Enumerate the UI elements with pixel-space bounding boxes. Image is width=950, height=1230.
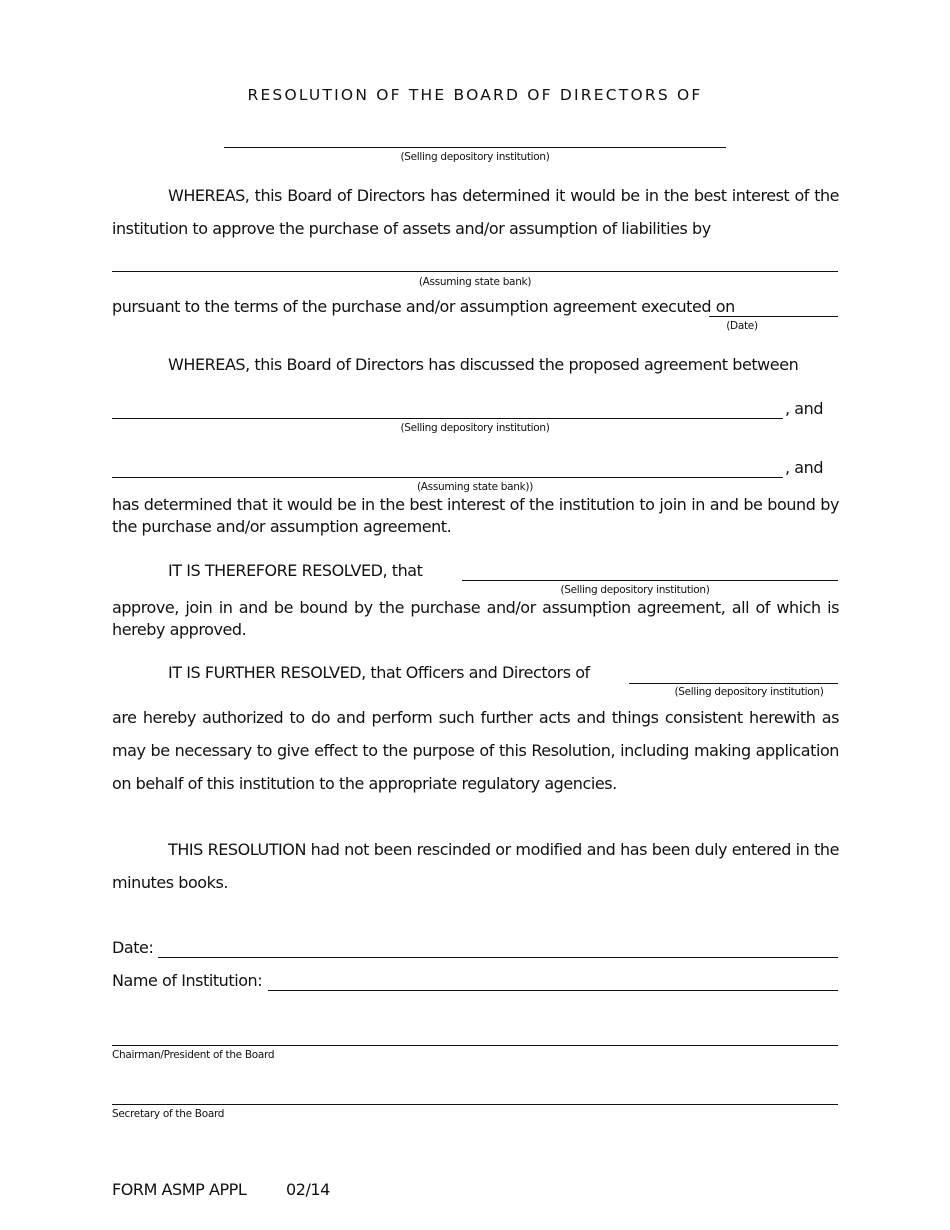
p3-line1: IT IS THEREFORE RESOLVED, that	[168, 561, 423, 580]
agreement-date-line[interactable]	[709, 316, 838, 317]
form-id: FORM ASMP APPL	[112, 1180, 247, 1199]
assuming-bank-line-2[interactable]	[112, 477, 783, 478]
secretary-signature-line[interactable]	[112, 1104, 838, 1105]
chairman-signature-line[interactable]	[112, 1045, 838, 1046]
page-title: RESOLUTION OF THE BOARD OF DIRECTORS OF	[247, 86, 703, 104]
assuming-bank-line[interactable]	[112, 271, 838, 272]
date-field-line[interactable]	[158, 957, 838, 958]
assuming-bank-caption-2: (Assuming state bank))	[416, 481, 534, 493]
selling-institution-line[interactable]	[224, 147, 726, 148]
institution-name-label: Name of Institution:	[112, 971, 263, 990]
p2-line1: WHEREAS, this Board of Directors has discussed the proposed agreement between	[168, 355, 799, 374]
selling-institution-caption-4: (Selling depository institution)	[674, 686, 824, 698]
date-label: Date:	[112, 938, 154, 957]
selling-institution-caption-2: (Selling depository institution)	[400, 422, 550, 434]
p3-body: approve, join in and be bound by the purchase and/or assumption agreement, all of which is hereby approved.	[112, 598, 839, 639]
selling-institution-line-4[interactable]	[629, 683, 838, 684]
p1-line1: WHEREAS, this Board of Directors has determined it would be in the best interest of the	[168, 186, 839, 205]
agreement-date-caption: (Date)	[726, 320, 758, 332]
p4-line1: IT IS FURTHER RESOLVED, that Officers and Directors of	[168, 663, 590, 682]
selling-institution-caption-3: (Selling depository institution)	[560, 584, 710, 596]
secretary-caption: Secretary of the Board	[112, 1108, 225, 1120]
selling-institution-line-2[interactable]	[112, 418, 783, 419]
institution-name-line[interactable]	[268, 990, 838, 991]
p5-body: THIS RESOLUTION had not been rescinded or modified and has been duly entered in the minutes books.	[112, 840, 839, 892]
selling-institution-line-3[interactable]	[462, 580, 838, 581]
chairman-caption: Chairman/President of the Board	[112, 1049, 275, 1061]
p1-line2: institution to approve the purchase of assets and/or assumption of liabilities by	[112, 219, 711, 238]
selling-institution-caption: (Selling depository institution)	[400, 151, 550, 163]
p2-body: has determined that it would be in the best interest of the institution to join in and be bound by the purchase and/or assumption agreement.	[112, 495, 839, 536]
assuming-bank-caption: (Assuming state bank)	[418, 276, 532, 288]
p4-body: are hereby authorized to do and perform such further acts and things consistent herewith as may be necessary to give effect to the purpose of this Resolution, including making application on behalf of this institution to the appropriate regulatory agencies.	[112, 708, 839, 793]
form-revision: 02/14	[286, 1180, 330, 1199]
p1-line3: pursuant to the terms of the purchase and/or assumption agreement executed on	[112, 297, 735, 316]
and-text-2: , and	[785, 458, 824, 477]
and-text-1: , and	[785, 399, 824, 418]
